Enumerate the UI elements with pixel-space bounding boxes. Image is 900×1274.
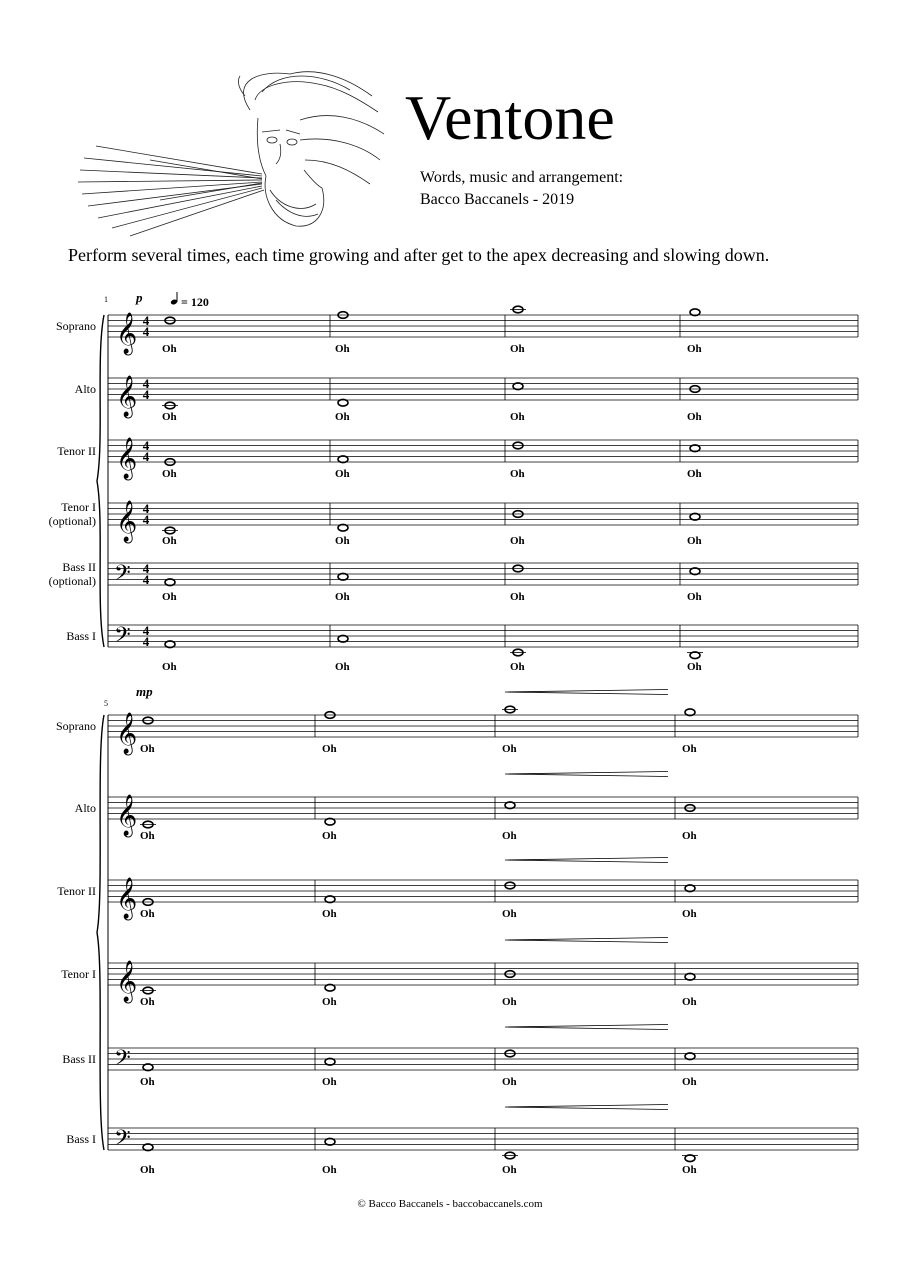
whole-note	[325, 1058, 335, 1065]
lyric-syllable: Oh	[140, 830, 155, 842]
whole-note	[685, 973, 695, 980]
staff-label: Soprano	[56, 319, 96, 333]
hairpin-decrescendo	[505, 772, 668, 777]
lyric-syllable: Oh	[510, 535, 525, 547]
lyric-syllable: Oh	[322, 1076, 337, 1088]
hairpin-decrescendo	[505, 1105, 668, 1110]
lyric-syllable: Oh	[687, 411, 702, 423]
time-signature-bottom: 4	[142, 512, 150, 527]
treble-clef-icon: 𝄞	[116, 878, 138, 919]
lyric-syllable: Oh	[687, 343, 702, 355]
whole-note	[165, 579, 175, 586]
whole-note	[338, 399, 348, 406]
staff-label: Soprano	[56, 719, 96, 733]
whole-note	[338, 635, 348, 642]
time-signature-bottom: 4	[142, 572, 150, 587]
whole-note	[325, 1138, 335, 1145]
staff-bass-ii	[49, 560, 858, 603]
lyric-syllable: Oh	[687, 535, 702, 547]
whole-note	[338, 456, 348, 463]
measure-number: 5	[104, 699, 108, 708]
piece-title: Ventone	[405, 82, 615, 153]
treble-clef-icon: 𝄞	[116, 376, 138, 417]
whole-note	[338, 524, 348, 531]
whole-note	[685, 709, 695, 716]
staff-alto	[75, 794, 858, 842]
staff-label: (optional)	[48, 574, 96, 588]
lyric-syllable: Oh	[687, 468, 702, 480]
time-signature-top: 4	[142, 438, 150, 453]
staff-label: Bass II	[62, 1052, 96, 1066]
lyric-syllable: Oh	[502, 1164, 517, 1176]
lyric-syllable: Oh	[335, 411, 350, 423]
staff-label: Bass I	[66, 1132, 96, 1146]
lyric-syllable: Oh	[162, 468, 177, 480]
lyric-syllable: Oh	[162, 661, 177, 673]
staff-label: Alto	[74, 382, 96, 396]
lyric-syllable: Oh	[322, 1164, 337, 1176]
staff-label: Tenor II	[57, 444, 96, 458]
treble-clef-icon: 𝄞	[116, 795, 138, 836]
whole-note	[325, 896, 335, 903]
whole-note	[338, 573, 348, 580]
treble-clef-icon: 𝄞	[116, 713, 138, 754]
lyric-syllable: Oh	[502, 996, 517, 1008]
hairpin-decrescendo	[505, 938, 668, 943]
staff-label: (optional)	[48, 514, 96, 528]
time-signature-top: 4	[142, 561, 150, 576]
whole-note	[690, 652, 700, 659]
staff-label: Bass II	[62, 560, 96, 574]
whole-note	[690, 513, 700, 520]
staff-tenor-i	[61, 960, 858, 1008]
staff-tenor-ii	[57, 437, 858, 480]
lyric-syllable: Oh	[140, 1076, 155, 1088]
staff-soprano	[56, 706, 858, 755]
lyric-syllable: Oh	[335, 535, 350, 547]
time-signature-bottom: 4	[142, 387, 150, 402]
bass-clef-icon: 𝄢	[114, 623, 131, 653]
whole-note	[690, 309, 700, 316]
system-1	[49, 290, 858, 673]
lyric-syllable: Oh	[162, 535, 177, 547]
lyric-syllable: Oh	[502, 1076, 517, 1088]
lyric-syllable: Oh	[335, 343, 350, 355]
lyric-syllable: Oh	[140, 996, 155, 1008]
lyric-syllable: Oh	[322, 908, 337, 920]
whole-note	[685, 1155, 695, 1162]
lyric-syllable: Oh	[510, 661, 525, 673]
tempo-marking: = 120	[181, 295, 209, 309]
lyric-syllable: Oh	[162, 343, 177, 355]
staff-alto	[75, 375, 858, 423]
lyric-syllable: Oh	[510, 468, 525, 480]
time-signature-top: 4	[142, 623, 150, 638]
staff-tenor-i	[49, 500, 858, 547]
hairpin-decrescendo	[505, 858, 668, 863]
time-signature-top: 4	[142, 501, 150, 516]
lyric-syllable: Oh	[502, 908, 517, 920]
whole-note	[505, 802, 515, 809]
hairpin-decrescendo	[505, 690, 668, 695]
whole-note	[325, 818, 335, 825]
lyric-syllable: Oh	[140, 743, 155, 755]
staff-label: Tenor I	[61, 967, 96, 981]
whole-note	[690, 568, 700, 575]
lyric-syllable: Oh	[682, 1164, 697, 1176]
whole-note	[690, 445, 700, 452]
time-signature-top: 4	[142, 376, 150, 391]
lyric-syllable: Oh	[510, 343, 525, 355]
whole-note	[685, 885, 695, 892]
measure-number: 1	[104, 295, 108, 304]
whole-note	[513, 383, 523, 390]
treble-clef-icon: 𝄞	[116, 313, 138, 354]
copyright-footer: © Bacco Baccanels - baccobaccanels.com	[357, 1198, 543, 1210]
staff-label: Bass I	[66, 629, 96, 643]
lyric-syllable: Oh	[335, 468, 350, 480]
lyric-syllable: Oh	[682, 1076, 697, 1088]
staff-tenor-ii	[57, 877, 858, 920]
time-signature-top: 4	[142, 313, 150, 328]
lyric-syllable: Oh	[682, 996, 697, 1008]
lyric-syllable: Oh	[335, 591, 350, 603]
lyric-syllable: Oh	[140, 908, 155, 920]
lyric-syllable: Oh	[682, 830, 697, 842]
treble-clef-icon: 𝄞	[116, 438, 138, 479]
lyric-syllable: Oh	[502, 743, 517, 755]
staff-soprano	[56, 306, 858, 355]
staff-label: Tenor I	[61, 500, 96, 514]
hairpin-decrescendo	[505, 1025, 668, 1030]
staff-bass-i	[66, 1126, 858, 1176]
whole-note	[325, 984, 335, 991]
lyric-syllable: Oh	[687, 591, 702, 603]
lyric-syllable: Oh	[140, 1164, 155, 1176]
lyric-syllable: Oh	[335, 661, 350, 673]
time-signature-bottom: 4	[142, 634, 150, 649]
dynamic-marking: mp	[136, 684, 153, 699]
lyric-syllable: Oh	[162, 591, 177, 603]
whole-note	[685, 1053, 695, 1060]
lyric-syllable: Oh	[682, 908, 697, 920]
staff-label: Tenor II	[57, 884, 96, 898]
system-brace	[97, 715, 104, 1150]
lyric-syllable: Oh	[682, 743, 697, 755]
treble-clef-icon: 𝄞	[116, 501, 138, 542]
dynamic-marking: p	[136, 290, 143, 305]
staff-label: Alto	[74, 801, 96, 815]
lyric-syllable: Oh	[322, 996, 337, 1008]
lyric-syllable: Oh	[322, 830, 337, 842]
whole-note	[165, 641, 175, 648]
lyric-syllable: Oh	[687, 661, 702, 673]
bass-clef-icon: 𝄢	[114, 1046, 131, 1076]
bass-clef-icon: 𝄢	[114, 1126, 131, 1156]
lyric-syllable: Oh	[162, 411, 177, 423]
whole-note	[143, 1064, 153, 1071]
treble-clef-icon: 𝄞	[116, 961, 138, 1002]
performance-instructions: Perform several times, each time growing and after get to the apex decreasing and slowing down.	[68, 245, 770, 265]
system-2	[56, 684, 858, 1176]
time-signature-bottom: 4	[142, 324, 150, 339]
credit-line-1: Words, music and arrangement:	[420, 169, 624, 186]
lyric-syllable: Oh	[322, 743, 337, 755]
lyric-syllable: Oh	[510, 591, 525, 603]
whole-note	[143, 1144, 153, 1151]
staff-bass-ii	[62, 1046, 858, 1088]
bass-clef-icon: 𝄢	[114, 561, 131, 591]
credit-line-2: Bacco Baccanels - 2019	[420, 191, 575, 208]
system-brace	[97, 315, 104, 647]
time-signature-bottom: 4	[142, 449, 150, 464]
lyric-syllable: Oh	[502, 830, 517, 842]
lyric-syllable: Oh	[510, 411, 525, 423]
staff-bass-i	[66, 623, 858, 673]
